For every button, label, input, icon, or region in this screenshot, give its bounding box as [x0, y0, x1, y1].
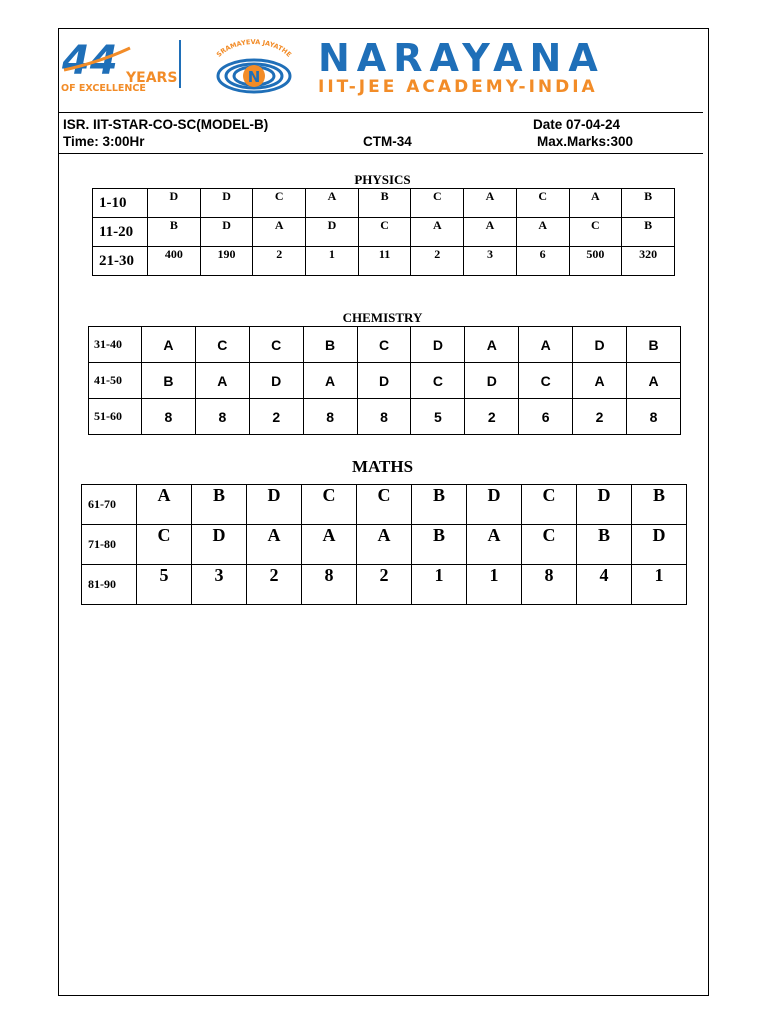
physics-title: PHYSICS — [354, 172, 411, 187]
answer-cell: A — [253, 218, 306, 247]
answer-cell: D — [306, 218, 359, 247]
brand-name: NARAYANA — [318, 36, 605, 80]
answer-cell: A — [306, 189, 359, 218]
physics-row-1-10 — [93, 189, 675, 218]
question-range-label: 31-40 — [89, 327, 142, 363]
answer-cell: 8 — [302, 565, 357, 605]
question-range-label: 21-30 — [93, 247, 148, 276]
answer-cell: C — [569, 218, 622, 247]
answer-cell: C — [522, 485, 577, 525]
answer-cell: D — [192, 525, 247, 565]
answer-cell: A — [357, 525, 412, 565]
answer-cell: A — [467, 525, 522, 565]
physics-row-11-20 — [93, 218, 675, 247]
answer-cell: 2 — [465, 399, 519, 435]
answer-cell: 8 — [522, 565, 577, 605]
answer-cell: 11 — [358, 247, 411, 276]
svg-text:OF EXCELLENCE: OF EXCELLENCE — [61, 83, 146, 94]
answer-cell: 1 — [412, 565, 467, 605]
physics-row-21-30 — [93, 247, 675, 276]
answer-cell: C — [357, 485, 412, 525]
question-range-label: 71-80 — [82, 525, 137, 565]
answer-cell: 6 — [519, 399, 573, 435]
answer-cell: C — [137, 525, 192, 565]
answer-cell: B — [577, 525, 632, 565]
exam-code: CTM-34 — [363, 134, 412, 149]
answer-cell: D — [465, 363, 519, 399]
maths-row-61-70 — [82, 485, 687, 525]
answer-cell: A — [519, 327, 573, 363]
answer-cell: 1 — [632, 565, 687, 605]
maths-row-71-80 — [82, 525, 687, 565]
answer-cell: A — [627, 363, 681, 399]
answer-cell: B — [627, 327, 681, 363]
maths-title: MATHS — [351, 457, 414, 476]
answer-cell: 8 — [195, 399, 249, 435]
answer-cell: D — [200, 189, 253, 218]
answer-cell: 1 — [306, 247, 359, 276]
answer-cell: A — [411, 218, 464, 247]
answer-cell: D — [247, 485, 302, 525]
answer-cell: 190 — [200, 247, 253, 276]
question-range-label: 61-70 — [82, 485, 137, 525]
answer-cell: D — [249, 363, 303, 399]
answer-cell: D — [573, 327, 627, 363]
svg-text:SRAMAYEVA JAYATHE: SRAMAYEVA JAYATHE — [214, 38, 294, 59]
maths-answer-table — [81, 484, 687, 605]
answer-cell: 2 — [357, 565, 412, 605]
answer-cell: B — [142, 363, 196, 399]
answer-cell: 2 — [249, 399, 303, 435]
max-marks: Max.Marks:300 — [537, 134, 634, 149]
answer-cell: 2 — [247, 565, 302, 605]
chemistry-row-41-50 — [89, 363, 681, 399]
answer-cell: 3 — [192, 565, 247, 605]
logo-separator — [179, 40, 181, 88]
answer-cell: C — [357, 327, 411, 363]
question-range-label: 41-50 — [89, 363, 142, 399]
answer-cell: A — [569, 189, 622, 218]
answer-cell: C — [249, 327, 303, 363]
answer-cell: C — [411, 189, 464, 218]
answer-cell: A — [195, 363, 249, 399]
answer-cell: 5 — [137, 565, 192, 605]
answer-cell: B — [358, 189, 411, 218]
answer-cell: A — [465, 327, 519, 363]
answer-cell: D — [200, 218, 253, 247]
answer-cell: C — [522, 525, 577, 565]
answer-cell: B — [192, 485, 247, 525]
chemistry-row-51-60 — [89, 399, 681, 435]
answer-cell: 2 — [411, 247, 464, 276]
answer-cell: 6 — [516, 247, 569, 276]
answer-cell: 400 — [148, 247, 201, 276]
exam-duration: Time: 3:00Hr — [63, 134, 145, 149]
answer-cell: C — [519, 363, 573, 399]
answer-cell: C — [516, 189, 569, 218]
answer-cell: B — [412, 525, 467, 565]
answer-cell: A — [464, 189, 517, 218]
answer-cell: B — [303, 327, 357, 363]
answer-cell: C — [411, 363, 465, 399]
chemistry-row-31-40 — [89, 327, 681, 363]
answer-cell: 4 — [577, 565, 632, 605]
answer-cell: 8 — [627, 399, 681, 435]
narayana-emblem — [200, 38, 308, 96]
answer-cell: 2 — [573, 399, 627, 435]
answer-cell: A — [303, 363, 357, 399]
answer-cell: D — [467, 485, 522, 525]
question-range-label: 81-90 — [82, 565, 137, 605]
answer-cell: A — [464, 218, 517, 247]
answer-cell: A — [573, 363, 627, 399]
answer-cell: 5 — [411, 399, 465, 435]
header-rule-bottom — [58, 153, 703, 154]
answer-cell: 320 — [622, 247, 675, 276]
answer-cell: 8 — [357, 399, 411, 435]
physics-answer-table — [92, 188, 675, 276]
answer-cell: 2 — [253, 247, 306, 276]
question-range-label: 51-60 — [89, 399, 142, 435]
answer-cell: A — [142, 327, 196, 363]
answer-cell: 500 — [569, 247, 622, 276]
answer-cell: D — [148, 189, 201, 218]
answer-cell: D — [411, 327, 465, 363]
years-of-excellence-logo — [60, 38, 178, 94]
answer-cell: 1 — [467, 565, 522, 605]
question-range-label: 1-10 — [93, 189, 148, 218]
answer-cell: C — [358, 218, 411, 247]
exam-date: Date 07-04-24 — [533, 117, 621, 132]
maths-row-81-90 — [82, 565, 687, 605]
svg-text:N: N — [247, 68, 261, 86]
answer-cell: A — [302, 525, 357, 565]
answer-cell: B — [622, 218, 675, 247]
chemistry-answer-table — [88, 326, 681, 435]
svg-text:YEARS: YEARS — [126, 70, 178, 86]
answer-cell: C — [195, 327, 249, 363]
answer-cell: A — [137, 485, 192, 525]
header-rule-top — [58, 112, 703, 113]
answer-cell: C — [253, 189, 306, 218]
answer-cell: 8 — [303, 399, 357, 435]
chemistry-title: CHEMISTRY — [342, 310, 423, 325]
answer-cell: A — [247, 525, 302, 565]
answer-cell: 8 — [142, 399, 196, 435]
brand-subtitle: IIT-JEE ACADEMY-INDIA — [318, 77, 598, 97]
answer-cell: B — [148, 218, 201, 247]
answer-cell: D — [357, 363, 411, 399]
course-code: ISR. IIT-STAR-CO-SC(MODEL-B) — [63, 117, 269, 132]
svg-text:44: 44 — [62, 38, 118, 84]
question-range-label: 11-20 — [93, 218, 148, 247]
answer-cell: B — [412, 485, 467, 525]
answer-cell: C — [302, 485, 357, 525]
answer-cell: B — [622, 189, 675, 218]
answer-cell: B — [632, 485, 687, 525]
answer-cell: D — [577, 485, 632, 525]
answer-cell: 3 — [464, 247, 517, 276]
answer-cell: A — [516, 218, 569, 247]
brand-block — [318, 38, 698, 96]
answer-cell: D — [632, 525, 687, 565]
